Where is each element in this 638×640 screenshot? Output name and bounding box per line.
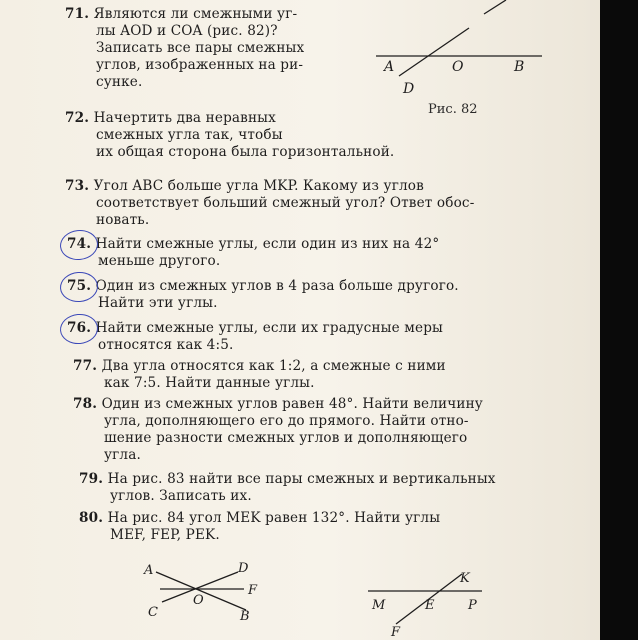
problem-line: сунке. bbox=[96, 74, 143, 90]
label-m: M bbox=[372, 598, 386, 613]
problem-line: углов, изображенных на ри- bbox=[96, 57, 304, 73]
label-b: B bbox=[514, 59, 525, 75]
problem-line: Являются ли смежными уг- bbox=[93, 6, 298, 22]
problem-line: Найти смежные углы, если один из них на 42° bbox=[95, 236, 440, 252]
problem-line: Угол ABC больше угла MKP. Какому из углов bbox=[93, 178, 424, 194]
label-b: B bbox=[240, 609, 250, 624]
problem-line: шение разности смежных углов и дополняющего bbox=[104, 430, 468, 446]
problem-number: 71. bbox=[65, 6, 90, 22]
problem-line: На рис. 83 найти все пары смежных и вертикальных bbox=[107, 471, 496, 487]
figure-82-caption: Рис. 82 bbox=[428, 102, 478, 117]
label-a: A bbox=[384, 59, 395, 75]
label-d: D bbox=[238, 561, 249, 576]
label-c: C bbox=[148, 605, 158, 620]
problem-line: Записать все пары смежных bbox=[96, 40, 305, 56]
problem-number: 73. bbox=[65, 178, 90, 194]
problem-line: лы AOD и COA (рис. 82)? bbox=[96, 23, 278, 39]
problem-line: угла. bbox=[104, 447, 141, 463]
problem-line: их общая сторона была горизонтальной. bbox=[96, 144, 395, 160]
problem-line: Начертить два неравных bbox=[93, 110, 276, 126]
problem-line: как 7:5. Найти данные углы. bbox=[104, 375, 315, 391]
problem-number: 74. bbox=[67, 236, 92, 252]
problem-line: углов. Записать их. bbox=[110, 488, 252, 504]
ray-oc bbox=[484, 0, 506, 14]
problem-line: Два угла относятся как 1:2, а смежные с ними bbox=[101, 358, 446, 374]
problem-line: соответствует больший смежный угол? Ответ обос- bbox=[96, 195, 475, 211]
label-d: D bbox=[403, 81, 415, 97]
problem-line: MEF, FEP, PEK. bbox=[110, 527, 220, 543]
label-p: P bbox=[468, 598, 477, 613]
problem-line: Один из смежных углов равен 48°. Найти величину bbox=[101, 396, 483, 412]
problem-number: 76. bbox=[67, 320, 92, 336]
label-k: K bbox=[460, 571, 470, 586]
problem-line: Найти смежные углы, если их градусные меры bbox=[95, 320, 444, 336]
problem-line: новать. bbox=[96, 212, 150, 228]
label-f: F bbox=[248, 583, 258, 598]
problem-number: 77. bbox=[73, 358, 98, 374]
problem-number: 75. bbox=[67, 278, 92, 294]
problem-number: 72. bbox=[65, 110, 90, 126]
label-f: F bbox=[391, 625, 401, 640]
problem-number: 78. bbox=[73, 396, 98, 412]
problem-line: На рис. 84 угол MEK равен 132°. Найти углы bbox=[107, 510, 441, 526]
problem-line: Один из смежных углов в 4 раза больше другого. bbox=[95, 278, 459, 294]
label-a: A bbox=[144, 563, 154, 578]
problem-line: Найти эти углы. bbox=[98, 295, 218, 311]
label-e: E bbox=[425, 598, 435, 613]
problem-line: угла, дополняющего его до прямого. Найти отно- bbox=[104, 413, 469, 429]
problem-number: 80. bbox=[79, 510, 104, 526]
label-o: O bbox=[193, 593, 204, 608]
problem-number: 79. bbox=[79, 471, 104, 487]
problem-line: смежных угла так, чтобы bbox=[96, 127, 283, 143]
problem-line: меньше другого. bbox=[98, 253, 221, 269]
label-o: O bbox=[452, 59, 464, 75]
problem-line: относятся как 4:5. bbox=[98, 337, 234, 353]
